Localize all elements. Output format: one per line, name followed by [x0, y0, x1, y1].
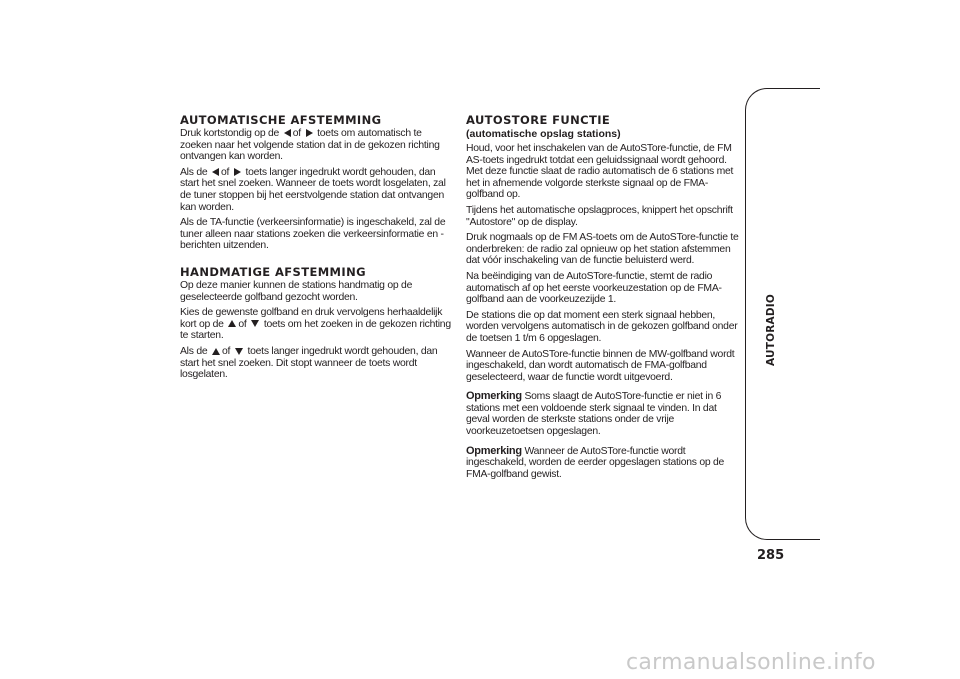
arrow-left-icon [212, 168, 219, 176]
section-tab-mask [820, 80, 880, 550]
auto-tuning-paragraph-2 [180, 167, 455, 213]
text-fragment: of [221, 166, 230, 178]
watermark: carmanualsonline.info [626, 650, 876, 675]
auto-tuning-paragraph-3: Als de TA-functie (verkeersinformatie) is ingeschakeld, zal de tuner alleen naar stations zoeken die verkeersinformatie en -berichten uitzenden. [180, 217, 446, 252]
autostore-paragraph-4: Na beëindiging van de AutoSTore-functie, stemt de radio automatisch af op het eerste voorkeuzestation op de FMA-golfband aan de voorkeuzezijde 1. [466, 270, 722, 306]
note-text: Wanneer de AutoSTore-functie wordt ingeschakeld, worden de eerder opgeslagen stations op de FMA-golfband gewist. [466, 445, 725, 480]
text-fragment: of [238, 318, 247, 330]
note-text: Soms slaagt de AutoSTore-functie er niet in 6 stations met een voldoende sterk signaal te vinden. In dat geval worden de sterkste stations onder de vrije voorkeuzetoetsen opgeslagen. [466, 391, 722, 438]
arrow-down-icon [235, 348, 243, 355]
note-2 [466, 446, 741, 481]
autostore-paragraph-1: Houd, voor het inschakelen van de AutoSTore-functie, de FM AS-toets ingedrukt totdat een geluidssignaal wordt gehoord. Met deze functie slaat de radio automatisch de 6 stations met het in afnemende volgorde sterkste signaal op de FMA-golfband op. [466, 143, 734, 201]
arrow-left-icon [284, 129, 291, 137]
text-fragment: Druk kortstondig op de [180, 128, 280, 139]
manual-tuning-heading: HANDMATIGE AFSTEMMING [180, 264, 366, 279]
page-number: 285 [757, 548, 785, 563]
text-fragment: of [222, 345, 231, 357]
note-label: Opmerking [466, 444, 522, 457]
text-fragment: toets om het zoeken in de gekozen richting te starten. [180, 318, 451, 342]
auto-tuning-paragraph-1 [180, 128, 455, 163]
section-label: AUTORADIO [765, 294, 777, 366]
arrow-right-icon [306, 129, 313, 137]
autostore-paragraph-2: Tijdens het automatische opslagproces, knippert het opschrift "Autostore" op de display. [466, 204, 733, 228]
autostore-subheading: (automatische opslag stations) [466, 128, 621, 140]
text-fragment: toets om automatisch te zoeken naar het volgende station dat in de gekozen richting ontvangen kan worden. [180, 128, 440, 163]
autostore-paragraph-5: De stations die op dat moment een sterk signaal hebben, worden vervolgens automatisch in de gekozen golfband onder de toetsen 1 t/m 6 opgeslagen. [466, 309, 738, 344]
autostore-heading: AUTOSTORE FUNCTIE [466, 113, 611, 127]
manual-tuning-paragraph-1: Op deze manier kunnen de stations handmatig op de geselecteerde golfband gezocht worden. [180, 279, 413, 303]
text-fragment: toets langer ingedrukt wordt gehouden, dan start het snel zoeken. Wanneer de toets wordt losgelaten, zal de tuner stoppen bij het eerstvolgende station dat ontvangen kan worden. [180, 166, 446, 213]
note-1 [466, 391, 741, 437]
text-fragment: toets langer ingedrukt wordt gehouden, dan start het snel zoeken. Dit stopt wanneer de toets wordt losgelaten. [180, 345, 438, 381]
text-fragment: Kies de gewenste golfband en druk vervolgens herhaaldelijk kort op de [180, 307, 443, 330]
text-fragment: Als de [180, 166, 208, 178]
autostore-paragraph-6: Wanneer de AutoSTore-functie binnen de MW-golfband wordt ingeschakeld, dan wordt automatisch de FMA-golfband geselecteerd, waar de functie wordt uitgevoerd. [466, 348, 735, 383]
left-column [180, 114, 455, 385]
arrow-right-icon [234, 168, 241, 176]
autostore-paragraph-3: Druk nogmaals op de FM AS-toets om de AutoSTore-functie te onderbreken: de radio zal opnieuw op het station afstemmen dat vóór inschakeling van de functie beluisterd werd. [466, 232, 739, 267]
auto-tuning-heading: AUTOMATISCHE AFSTEMMING [180, 113, 382, 127]
right-column [466, 114, 741, 484]
note-label: Opmerking [466, 390, 522, 403]
arrow-up-icon [212, 348, 220, 355]
arrow-up-icon [228, 320, 236, 327]
text-fragment: of [292, 128, 301, 139]
manual-tuning-paragraph-2 [180, 307, 455, 342]
manual-tuning-paragraph-3 [180, 346, 455, 381]
text-fragment: Als de [180, 345, 208, 357]
arrow-down-icon [251, 320, 259, 327]
